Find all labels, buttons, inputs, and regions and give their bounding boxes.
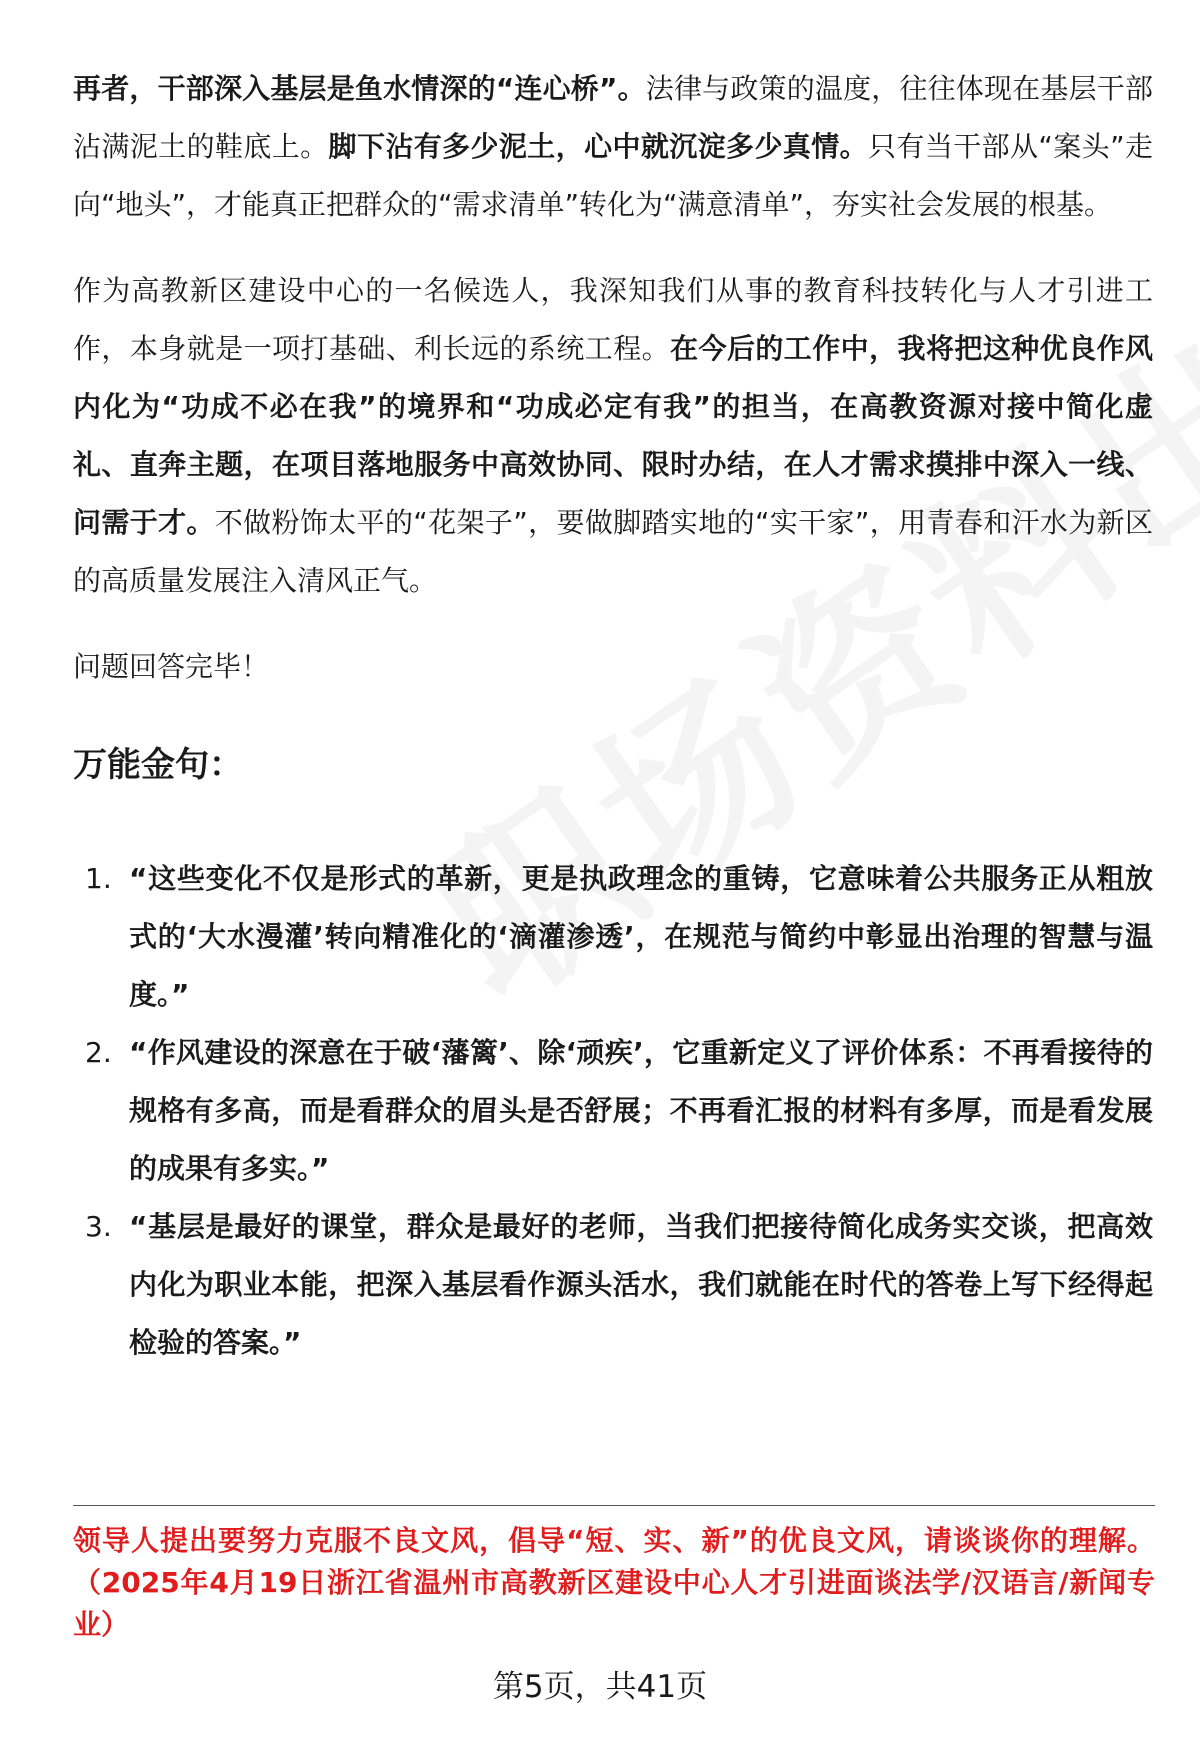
body-text: 问题回答完毕！	[73, 650, 270, 683]
list-item	[73, 1024, 1153, 1198]
section-title: 万能金句：	[73, 745, 243, 785]
list-item	[73, 1198, 1153, 1372]
list-item-text: “基层是最好的课堂，群众是最好的老师，当我们把接待简化成务实交谈，把高效内化为职业本能，把深入基层看作源头活水，我们就能在时代的答卷上写下经得起检验的答案。”	[129, 1210, 1153, 1359]
bold-text: 再者，干部深入基层是鱼水情深的“连心桥”。	[73, 72, 646, 105]
bold-text: 脚下沾有多少泥土，心中就沉淀多少真情。	[328, 130, 869, 163]
page-content	[73, 60, 1153, 1372]
list-number: 1.	[85, 862, 112, 895]
list-item	[73, 850, 1153, 1024]
body-text: 不做粉饰太平的“花架子”，要做脚踏实地的“实干家”，用青春和汗水为新区的高质量发展注入清风正气。	[73, 506, 1153, 597]
list-number: 2.	[85, 1036, 112, 1069]
divider	[73, 1505, 1155, 1506]
paragraph-3	[73, 638, 1153, 696]
page-number: 第5页，共41页	[492, 1669, 708, 1705]
body-text: 作为高教新区建设中心的一名候选人，我深知我们从事的教育科技转化与人才引进工作，本身就是一项打基础、利长远的系统工程。	[73, 274, 1153, 365]
paragraph-2	[73, 262, 1153, 610]
interview-question: 领导人提出要努力克服不良文风，倡导“短、实、新”的优良文风，请谈谈你的理解。（2025年4月19日浙江省温州市高教新区建设中心人才引进面谈法学/汉语言/新闻专业）	[73, 1524, 1155, 1641]
bold-text: 在今后的工作中，我将把这种优良作风内化为“功成不必在我”的境界和“功成必定有我”的担当，在高教资源对接中简化虚礼、直奔主题，在项目落地服务中高效协同、限时办结，在人才需求摸排中深入一线、问需于才。	[73, 332, 1153, 539]
list-item-text: “这些变化不仅是形式的革新，更是执政理念的重铸，它意味着公共服务正从粗放式的‘大水漫灌’转向精准化的‘滴灌渗透’，在规范与简约中彰显出治理的智慧与温度。”	[129, 862, 1153, 1011]
list-item-text: “作风建设的深意在于破‘藩篱’、除‘顽疾’，它重新定义了评价体系：不再看接待的规格有多高，而是看群众的眉头是否舒展；不再看汇报的材料有多厚，而是看发展的成果有多实。”	[129, 1036, 1153, 1185]
body-text: 只有当干部从“案头”走向“地头”，才能真正把群众的“需求清单”转化为“满意清单”，夯实社会发展的根基。	[73, 130, 1153, 221]
golden-sentence-list	[73, 850, 1153, 1372]
paragraph-1	[73, 60, 1153, 234]
list-number: 3.	[85, 1210, 112, 1243]
body-text: 法律与政策的温度，往往体现在基层干部沾满泥土的鞋底上。	[73, 72, 1153, 163]
